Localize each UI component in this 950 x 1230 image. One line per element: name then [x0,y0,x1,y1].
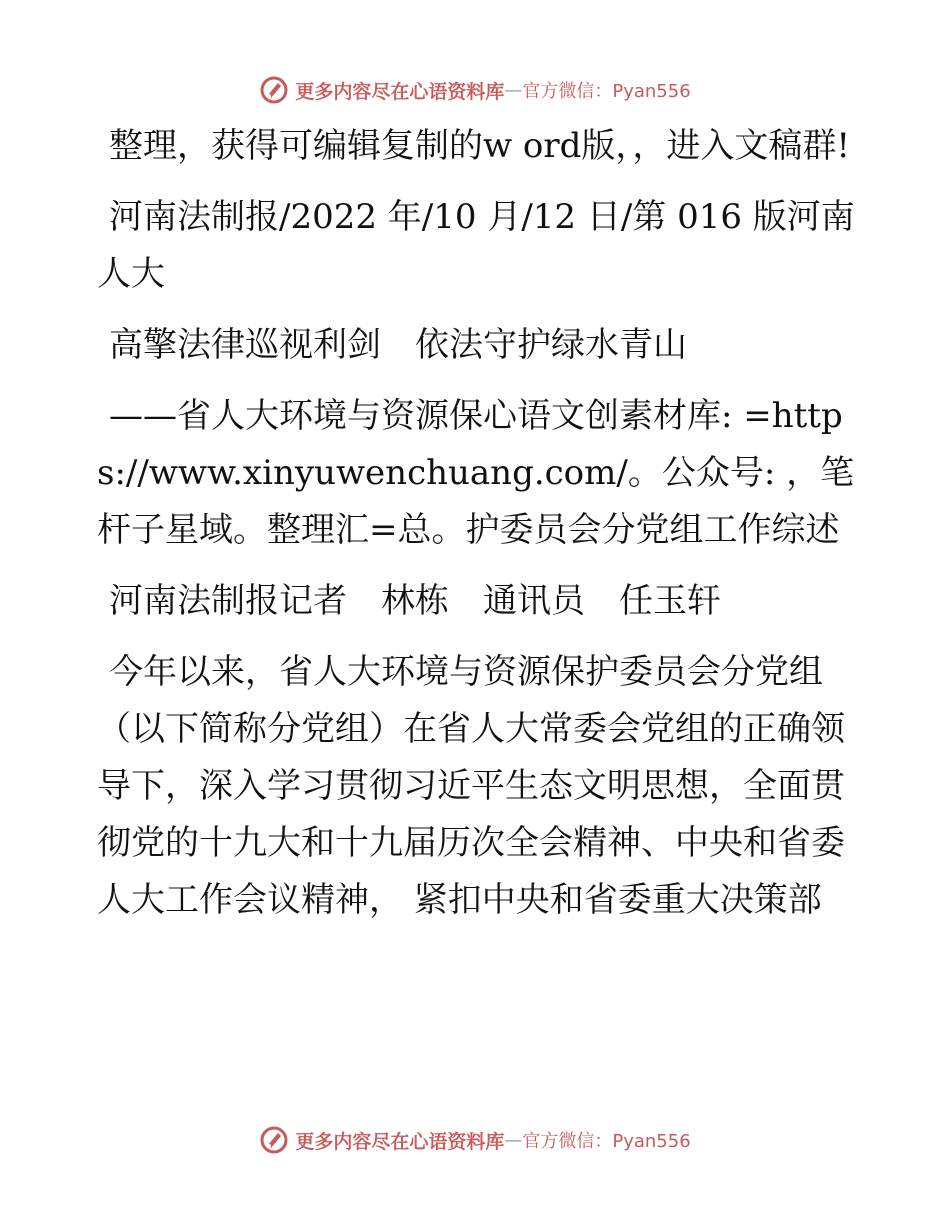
pen-logo-icon [259,75,289,105]
watermark-suffix-text: 官方微信：Pyan556 [522,1131,691,1152]
article-title: 高擎法律巡视利剑 依法守护绿水青山 [109,325,687,365]
paragraph-source: 河南法制报/2022 年/10 月/12 日/第 016 版河南人大 [97,197,855,294]
document-body [97,118,857,943]
footer-watermark [0,1120,950,1160]
watermark-main-text: 更多内容尽在心语资料库 [295,80,505,103]
watermark-suffix-text: 官方微信：Pyan556 [522,81,691,102]
watermark-main-text: 更多内容尽在心语资料库 [295,1130,505,1153]
pen-logo-icon [259,1125,289,1155]
paragraph-body: 今年以来，省人大环境与资源保护委员会分党组（以下简称分党组）在省人大常委会党组的正确领导下，深入学习贯彻习近平生态文明思想，全面贯彻党的十九大和十九届历次全会精神、中央和省委人大工作会议精神， 紧扣中央和省委重大决策部 [97,652,845,920]
article-subtitle: ——省人大环境与资源保心语文创素材库: =https://www.xinyuwenchuang.com/。公众号: ，笔杆子星域。整理汇=总。护委员会分党组工作综述 [97,396,855,550]
watermark-dash: — [504,79,523,101]
paragraph-intro: 整理，获得可编辑复制的w ord版，，进入文稿群! [109,126,851,166]
header-watermark [0,70,950,110]
article-byline: 河南法制报记者 林栋 通讯员 任玉轩 [109,581,721,621]
watermark-dash: — [504,1129,523,1151]
